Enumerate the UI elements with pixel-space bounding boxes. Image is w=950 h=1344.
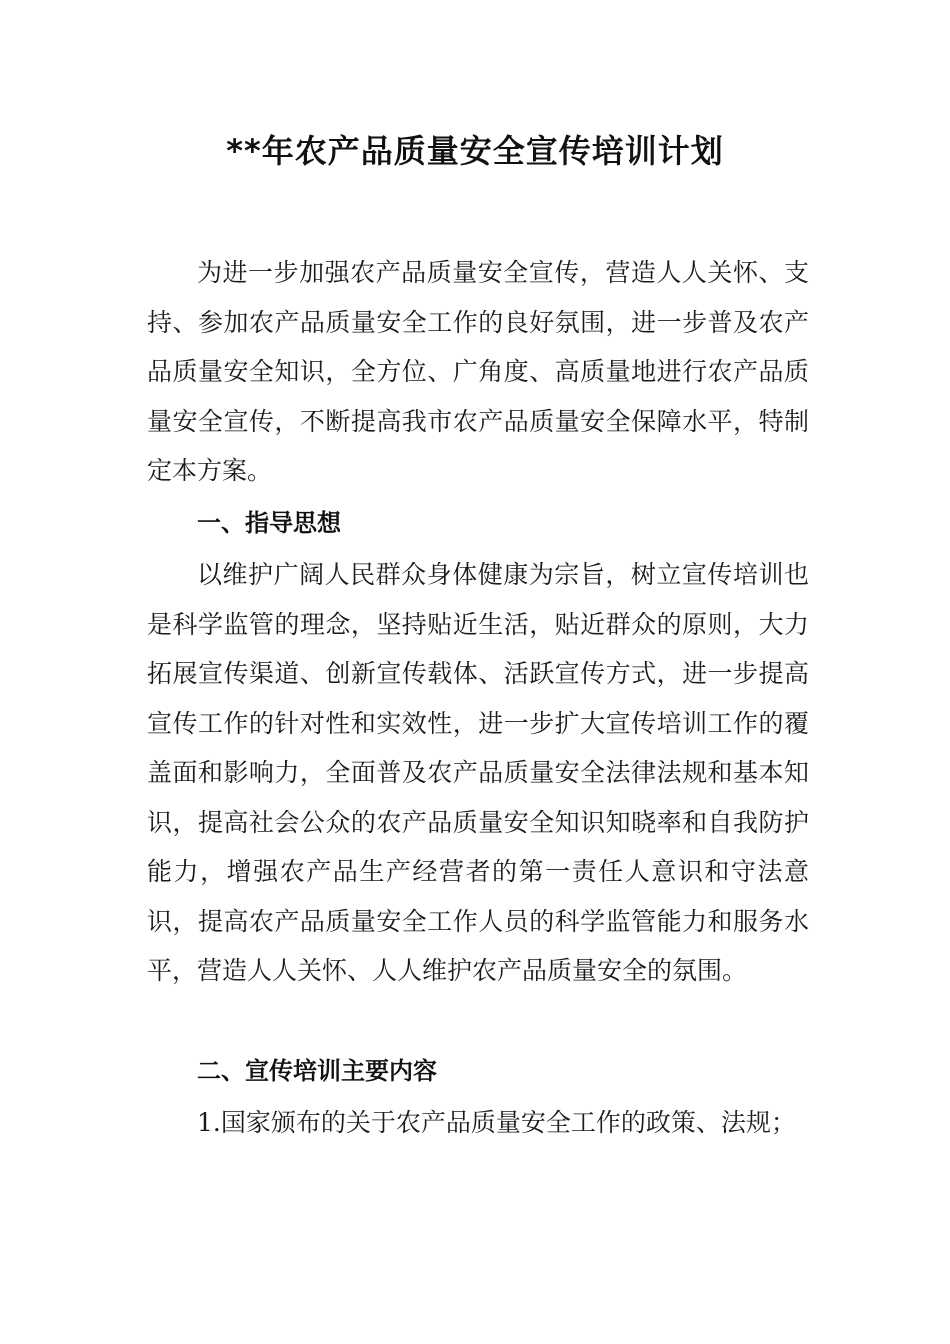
section-1-paragraph: 以维护广阔人民群众身体健康为宗旨，树立宣传培训也是科学监管的理念，坚持贴近生活，贴近群众的原则，大力拓展宣传渠道、创新宣传载体、活跃宣传方式，进一步提高宣传工作的针对性和实效性，进一步扩大宣传培训工作的覆盖面和影响力，全面普及农产品质量安全法律法规和基本知识，提高社会公众的农产品质量安全知识知晓率和自我防护能力，增强农产品生产经营者的第一责任人意识和守法意识，提高农产品质量安全工作人员的科学监管能力和服务水平，营造人人关怀、人人维护农产品质量安全的氛围。 — [147, 560, 809, 985]
intro-paragraph: 为进一步加强农产品质量安全宣传，营造人人关怀、支持、参加农产品质量安全工作的良好氛围，进一步普及农产品质量安全知识，全方位、广角度、高质量地进行农产品质量安全宣传，不断提高我市农产品质量安全保障水平，特制定本方案。 — [147, 258, 809, 485]
section-2-list — [147, 1098, 809, 1148]
section-1-heading-block — [147, 499, 809, 549]
section-1-body — [147, 550, 809, 996]
list-item: 1.国家颁布的关于农产品质量安全工作的政策、法规； — [197, 1108, 796, 1137]
intro-block — [147, 248, 809, 496]
document-title: **年农产品质量安全宣传培训计划 — [226, 132, 724, 170]
section-2-heading: 二、宣传培训主要内容 — [197, 1057, 437, 1085]
section-2-heading-block — [147, 1047, 809, 1097]
section-1-heading: 一、指导思想 — [197, 509, 341, 537]
